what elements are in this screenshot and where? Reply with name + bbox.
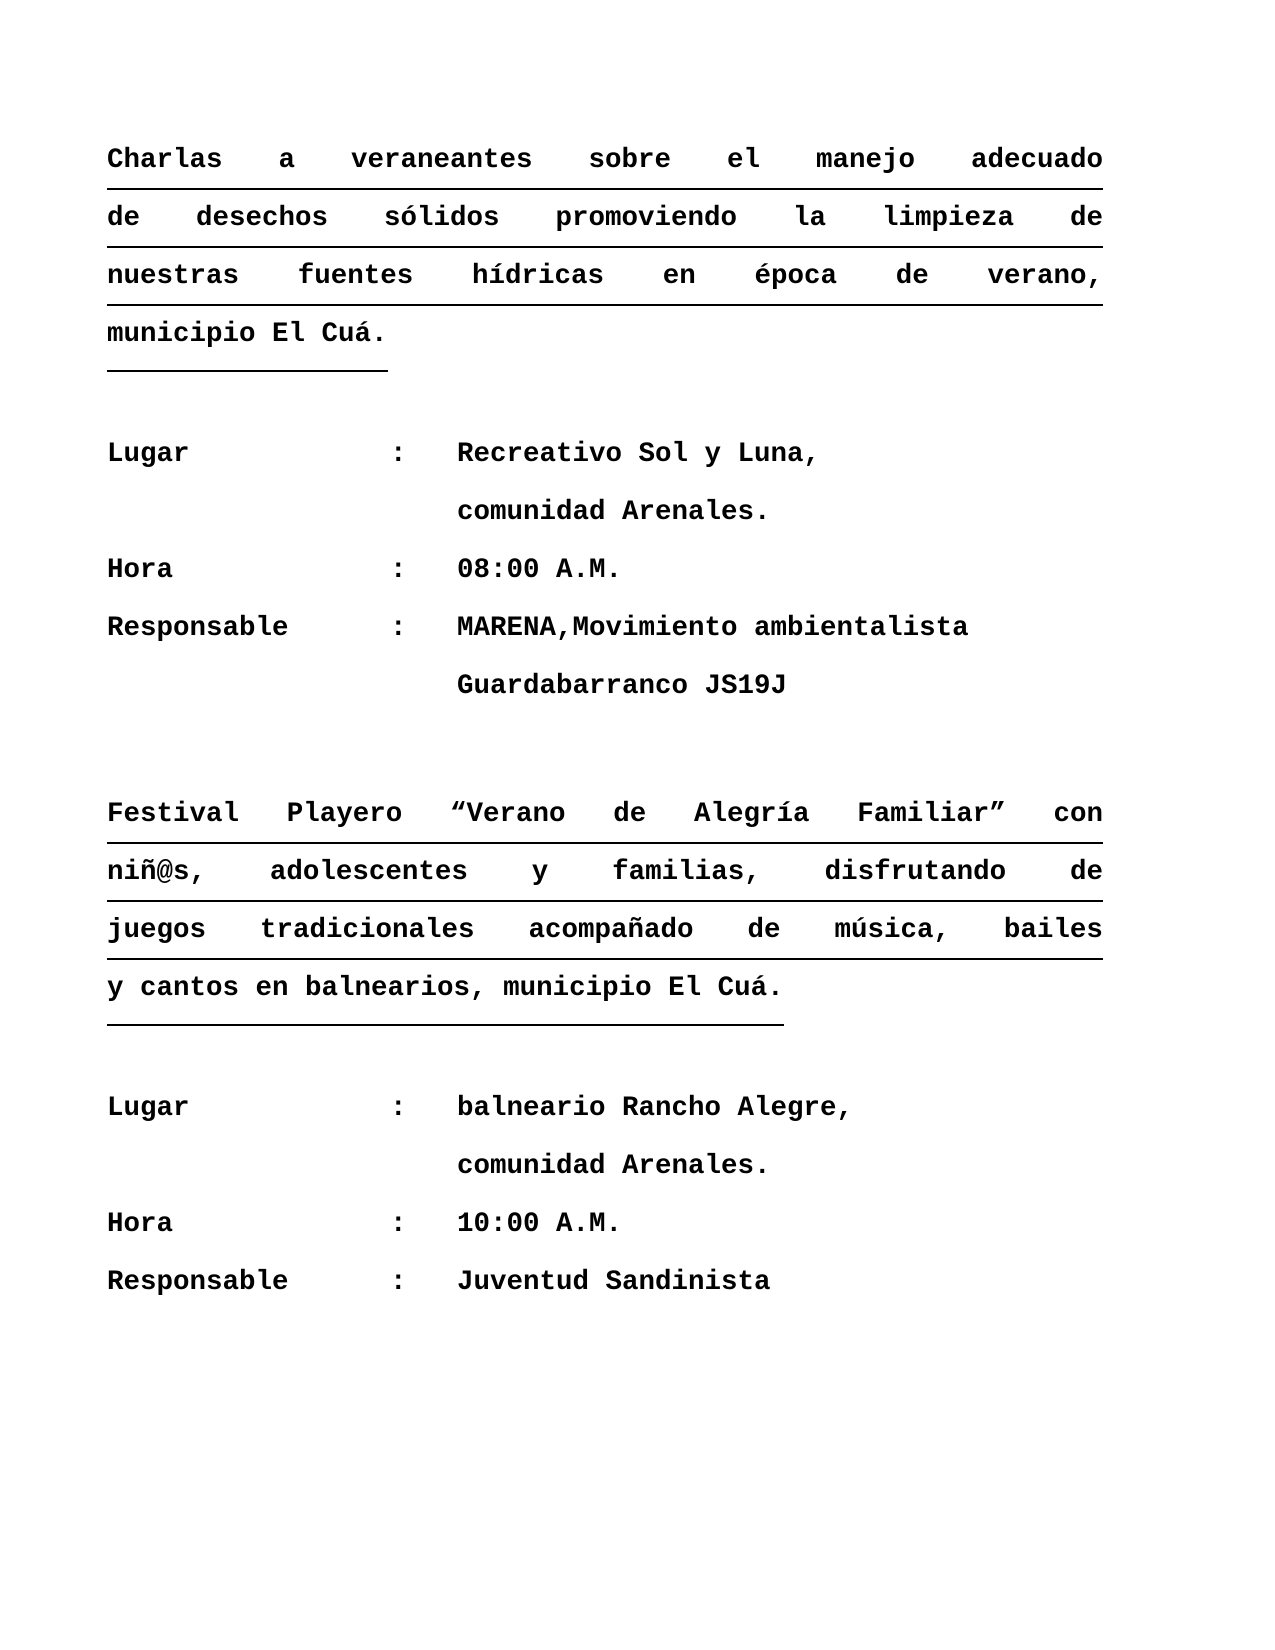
detail-value: comunidad Arenales.	[457, 1151, 771, 1182]
heading-word: de	[107, 203, 141, 234]
detail-label: Responsable	[107, 613, 289, 644]
heading-word: de	[1069, 857, 1103, 888]
heading-word: sólidos	[383, 203, 500, 234]
heading-line	[107, 132, 1103, 190]
heading-word: Alegría	[693, 799, 810, 830]
heading-word: acompañado	[528, 915, 694, 946]
heading-line	[107, 248, 1103, 306]
section-1-heading	[107, 132, 1103, 364]
heading-line	[107, 306, 1103, 364]
heading-word: de	[613, 799, 647, 830]
heading-line	[107, 902, 1103, 960]
heading-word: Charlas	[107, 145, 223, 176]
heading-word: promoviendo	[555, 203, 738, 234]
detail-colon: :	[390, 1267, 407, 1298]
heading-word: fuentes	[297, 261, 414, 292]
detail-value: comunidad Arenales.	[457, 497, 771, 528]
heading-word: manejo	[815, 145, 915, 176]
heading-word: adolescentes	[269, 857, 468, 888]
heading-word: Familiar”	[857, 799, 1006, 830]
heading-word: sobre	[588, 145, 671, 176]
detail-value: 10:00 A.M.	[457, 1209, 623, 1240]
detail-row	[107, 658, 1103, 716]
detail-colon: :	[390, 613, 407, 644]
heading-word: niñ@s,	[107, 857, 207, 888]
heading-word: de	[895, 261, 929, 292]
detail-label: Lugar	[107, 439, 190, 470]
heading-word: limpieza	[881, 203, 1014, 234]
heading-word: juegos	[107, 915, 207, 946]
detail-label: Lugar	[107, 1093, 190, 1124]
detail-label: Hora	[107, 555, 174, 586]
detail-value: Juventud Sandinista	[457, 1267, 771, 1298]
heading-word: Playero	[286, 799, 403, 830]
heading-line	[107, 960, 1103, 1018]
heading-word: de	[1069, 203, 1103, 234]
section-2-heading	[107, 786, 1103, 1018]
detail-row	[107, 426, 1103, 484]
section-2-details	[107, 1080, 1103, 1312]
detail-row	[107, 1080, 1103, 1138]
heading-word: el	[726, 145, 760, 176]
detail-value: Guardabarranco JS19J	[457, 671, 788, 702]
heading-word: veraneantes	[350, 145, 533, 176]
detail-value: 08:00 A.M.	[457, 555, 623, 586]
detail-colon: :	[390, 555, 407, 586]
section-1-details	[107, 426, 1103, 716]
heading-word: disfrutando	[824, 857, 1007, 888]
detail-value: MARENA,Movimiento ambientalista	[457, 613, 969, 644]
heading-line	[107, 190, 1103, 248]
heading-text: municipio El Cuá.	[107, 306, 388, 372]
heading-word: adecuado	[970, 145, 1103, 176]
heading-word: y	[531, 857, 549, 888]
heading-text: y cantos en balnearios, municipio El Cuá.	[107, 960, 784, 1026]
heading-word: verano,	[987, 261, 1103, 292]
detail-colon: :	[390, 1093, 407, 1124]
detail-colon: :	[390, 439, 407, 470]
detail-colon: :	[390, 1209, 407, 1240]
detail-row	[107, 542, 1103, 600]
heading-line	[107, 844, 1103, 902]
heading-word: “Verano	[450, 799, 566, 830]
section-spacer	[107, 364, 1103, 426]
heading-word: bailes	[1003, 915, 1103, 946]
heading-word: tradicionales	[259, 915, 475, 946]
detail-row	[107, 600, 1103, 658]
detail-row	[107, 484, 1103, 542]
heading-word: música,	[834, 915, 950, 946]
document-content	[107, 132, 1103, 1312]
detail-value: balneario Rancho Alegre,	[457, 1093, 854, 1124]
heading-word: familias,	[612, 857, 761, 888]
heading-word: de	[747, 915, 781, 946]
detail-label: Hora	[107, 1209, 174, 1240]
heading-line	[107, 786, 1103, 844]
heading-word: época	[754, 261, 837, 292]
heading-word: desechos	[195, 203, 329, 234]
heading-word: la	[792, 203, 826, 234]
heading-word: con	[1053, 799, 1103, 830]
detail-row	[107, 1254, 1103, 1312]
detail-label: Responsable	[107, 1267, 289, 1298]
heading-word: a	[278, 145, 296, 176]
heading-word: hídricas	[472, 261, 605, 292]
heading-word: nuestras	[107, 261, 240, 292]
heading-word: en	[662, 261, 696, 292]
section-spacer	[107, 716, 1103, 786]
heading-word: Festival	[107, 799, 240, 830]
section-spacer	[107, 1018, 1103, 1080]
detail-row	[107, 1138, 1103, 1196]
detail-row	[107, 1196, 1103, 1254]
detail-value: Recreativo Sol y Luna,	[457, 439, 821, 470]
